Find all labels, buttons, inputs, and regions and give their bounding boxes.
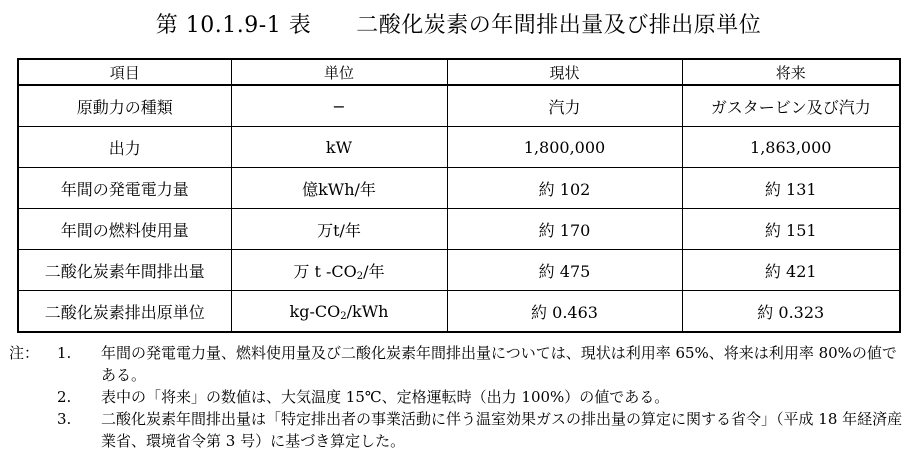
- note-text: 年間の発電電力量、燃料使用量及び二酸化炭素年間排出量については、現状は利用率 65%、将来は利用率 80%の値である。: [101, 344, 897, 384]
- row-current-value: 1,800,000: [447, 127, 682, 168]
- row-unit: [231, 291, 447, 333]
- note-number: 3.: [57, 410, 72, 428]
- row-item-label: 二酸化炭素排出原単位: [18, 291, 231, 333]
- unit-subscript: 2: [356, 270, 364, 282]
- row-item-label: 年間の発電電力量: [18, 168, 231, 209]
- note-item: [9, 342, 909, 386]
- row-unit: 億kWh/年: [231, 168, 447, 209]
- table-row: [18, 291, 900, 333]
- row-item-label: 二酸化炭素年間排出量: [18, 250, 231, 291]
- row-current-value: 汽力: [447, 85, 682, 127]
- notes-prefix: 注：: [9, 344, 40, 362]
- note-number: 1.: [57, 344, 72, 362]
- row-item-label: 年間の燃料使用量: [18, 209, 231, 250]
- unit-suffix: /kWh: [346, 301, 389, 321]
- row-item-label: 原動力の種類: [18, 85, 231, 127]
- unit-subscript: 2: [340, 310, 347, 322]
- row-current-value: 約 170: [447, 209, 682, 250]
- row-future-value: 約 151: [682, 209, 900, 250]
- emissions-table: [17, 58, 901, 333]
- header-unit: 単位: [231, 59, 447, 85]
- note-item: [9, 408, 909, 452]
- unit-prefix: 万 t -CO: [293, 261, 357, 281]
- notes-section: [9, 342, 909, 452]
- row-item-label: 出力: [18, 127, 231, 168]
- row-unit: [231, 250, 447, 291]
- table-row: [18, 209, 900, 250]
- row-current-value: 約 475: [447, 250, 682, 291]
- row-future-value: 約 131: [682, 168, 900, 209]
- unit-suffix: /年: [363, 261, 385, 281]
- row-future-value: 約 0.323: [682, 291, 900, 333]
- table-row: [18, 168, 900, 209]
- header-current: 現状: [447, 59, 682, 85]
- row-future-value: 1,863,000: [682, 127, 900, 168]
- note-number: 2.: [57, 388, 72, 406]
- unit-prefix: kg-CO: [289, 301, 341, 321]
- row-current-value: 約 0.463: [447, 291, 682, 333]
- header-item: 項目: [18, 59, 231, 85]
- note-text: 表中の「将来」の数値は、大気温度 15℃、定格運転時（出力 100%）の値である。: [101, 388, 670, 406]
- note-text: 二酸化炭素年間排出量は「特定排出者の事業活動に伴う温室効果ガスの排出量の算定に関する省令」（平成 18 年経済産業省、環境省令第 3 号）に基づき算定した。: [101, 410, 903, 450]
- table-row: [18, 127, 900, 168]
- row-current-value: 約 102: [447, 168, 682, 209]
- row-unit: 万t/年: [231, 209, 447, 250]
- row-future-value: 約 421: [682, 250, 900, 291]
- table-title: 第 10.1.9-1 表 二酸化炭素の年間排出量及び排出原単位: [155, 13, 762, 38]
- header-future: 将来: [682, 59, 900, 85]
- table-header-row: [18, 59, 900, 85]
- note-item: [9, 386, 909, 408]
- row-unit: kW: [231, 127, 447, 168]
- table-row: [18, 250, 900, 291]
- row-future-value: ガスタービン及び汽力: [682, 85, 900, 127]
- table-row: [18, 85, 900, 127]
- row-unit: −: [231, 85, 447, 127]
